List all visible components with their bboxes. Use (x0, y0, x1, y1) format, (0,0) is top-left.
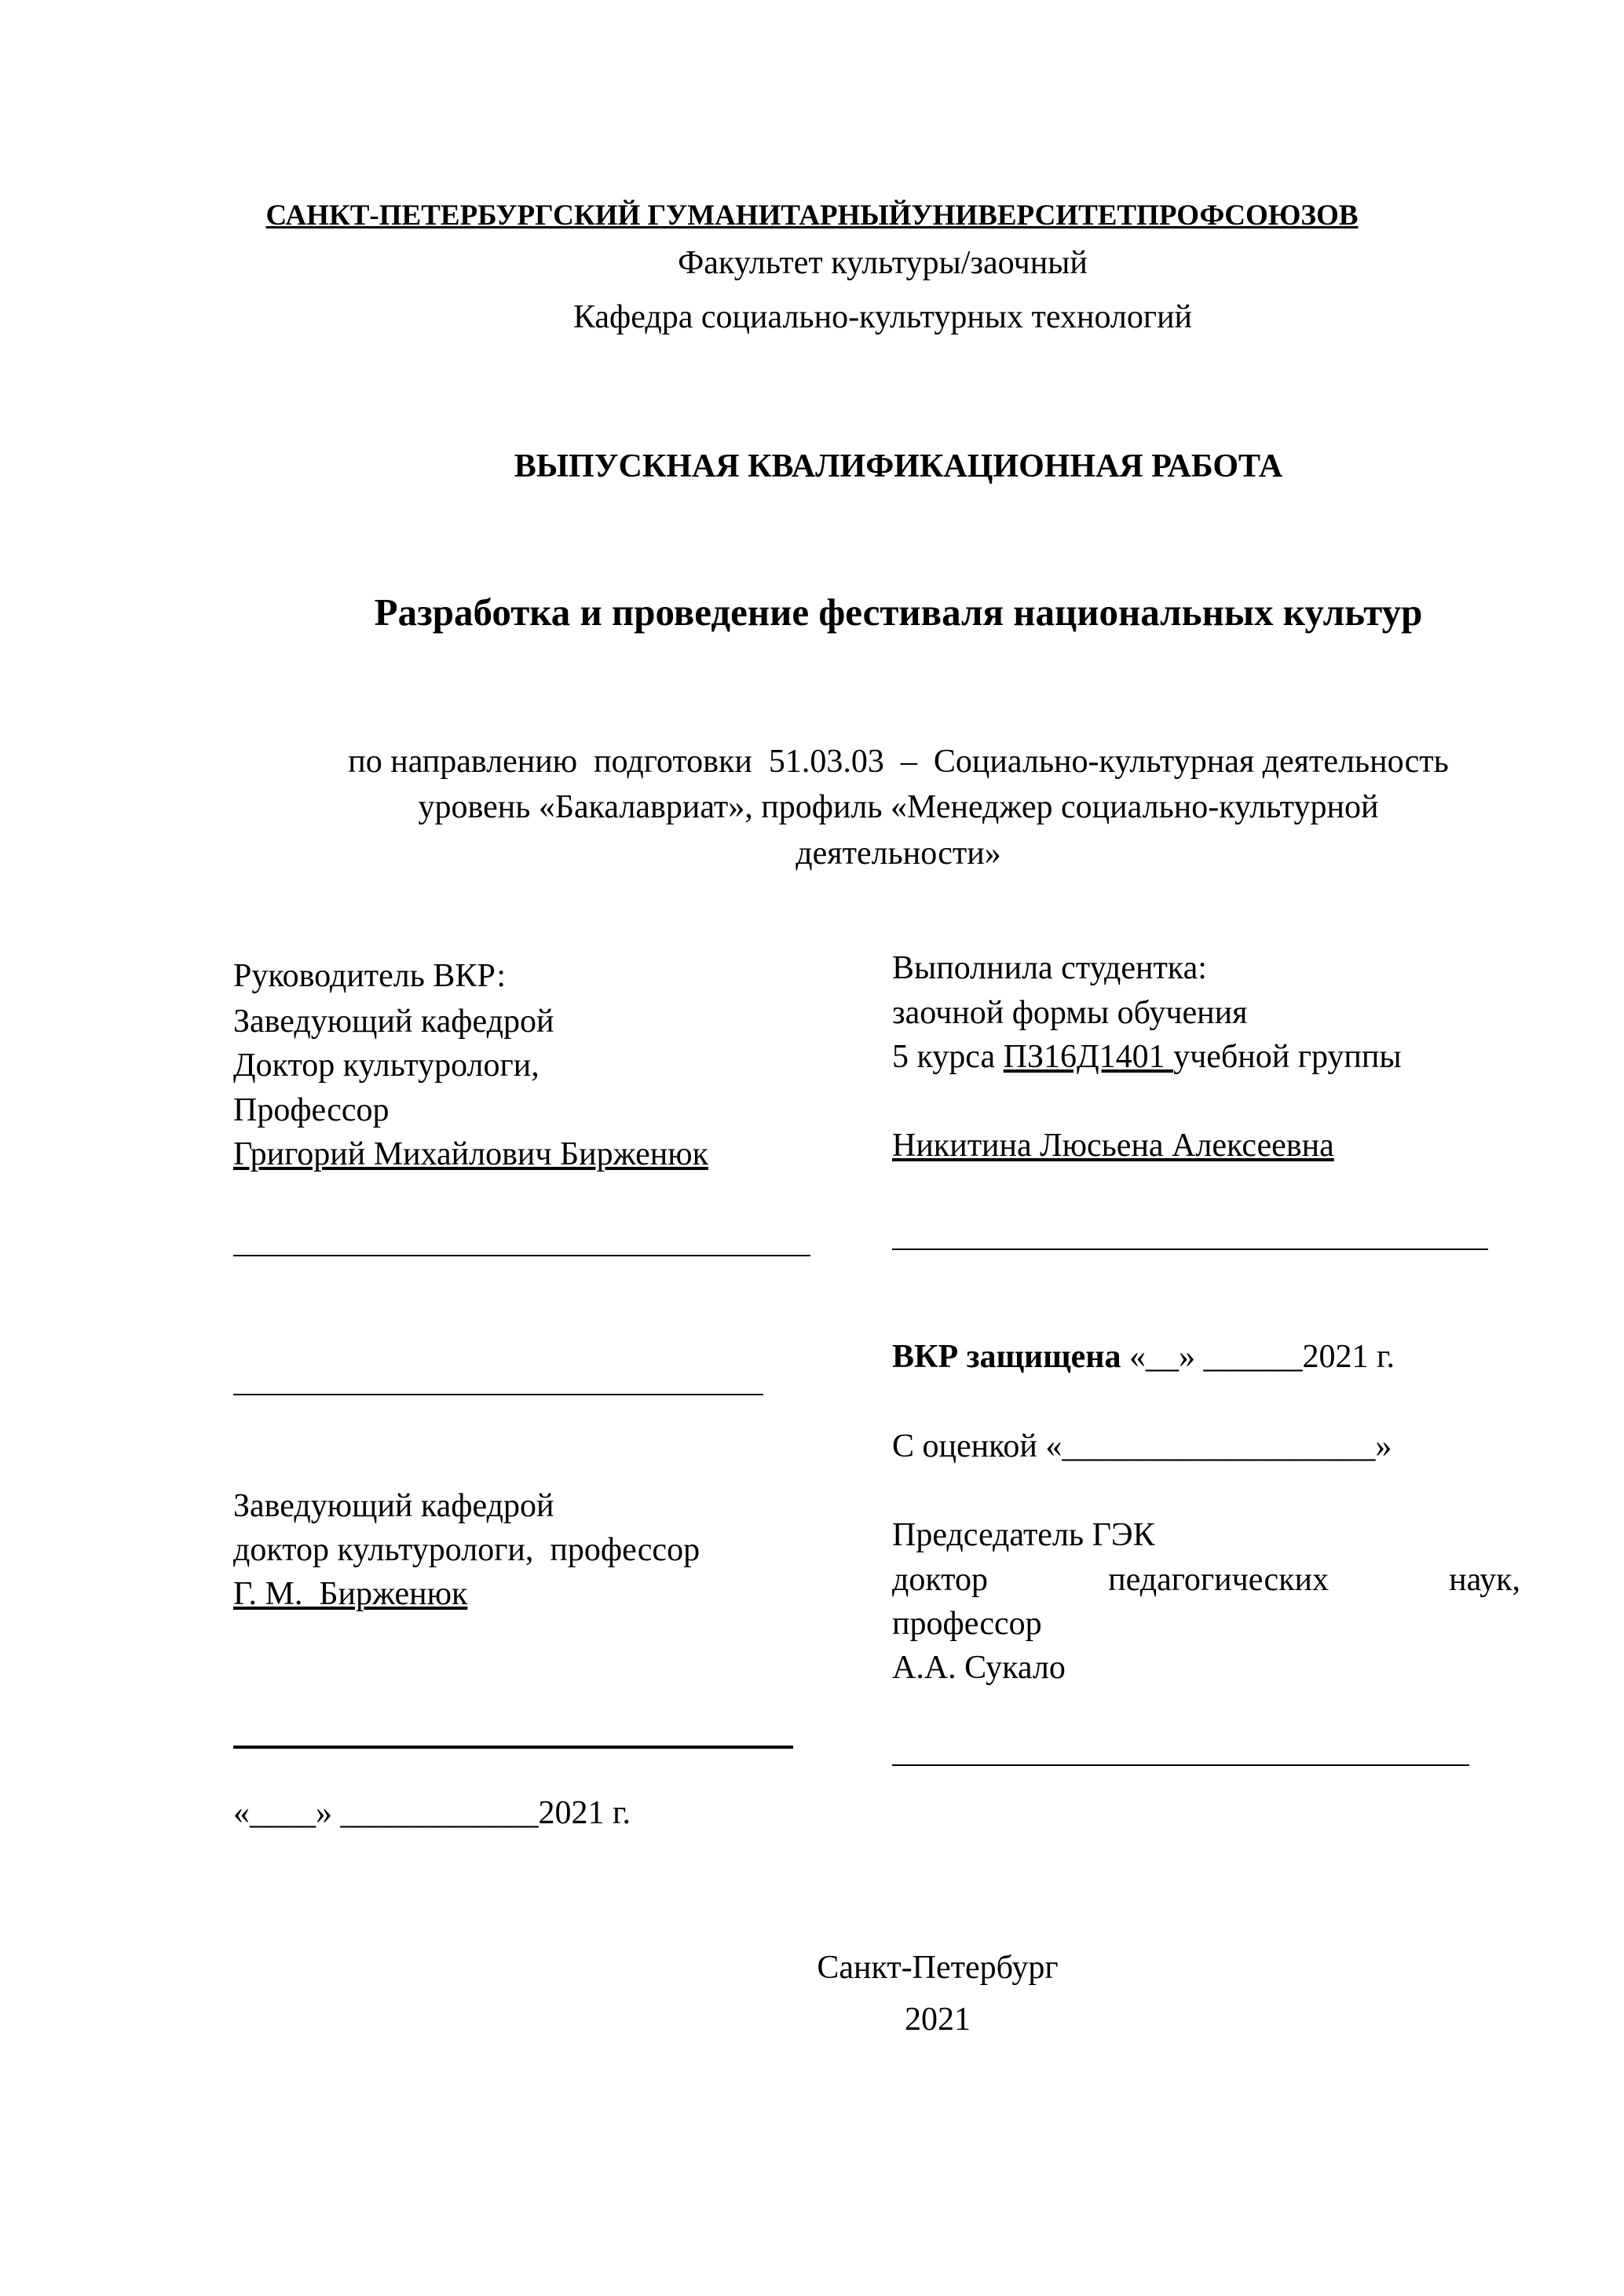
group-number: ПЗ16Д1401 (1003, 1039, 1174, 1075)
direction-line-1: по направлению подготовки 51.03.03 – Социально-культурная деятельность (348, 744, 1449, 780)
footer-city: Санкт-Петербург (817, 1950, 1059, 1986)
course-suffix: учебной группы (1173, 1039, 1402, 1075)
supervisor-label: Руководитель ВКР: (233, 958, 507, 994)
head-name: Г. М. Бирженюк (233, 1576, 468, 1612)
defense-status (892, 1340, 1395, 1373)
chair-degree (892, 1563, 1520, 1596)
supervisor-position: Заведующий кафедрой (233, 1004, 554, 1040)
supervisor-title: Профессор (233, 1092, 390, 1128)
chair-degree-word: доктор (892, 1562, 989, 1598)
head-date: «____» ____________2021 г. (233, 1795, 631, 1831)
thesis-topic: Разработка и проведение фестиваля национальных культур (374, 590, 1423, 634)
supervisor-name: Григорий Михайлович Бирженюк (233, 1136, 708, 1172)
student-course (892, 1040, 1402, 1073)
chair-signature-line (892, 1764, 1469, 1766)
chair-title: профессор (892, 1606, 1042, 1642)
grade-field: С оценкой «___________________» (892, 1428, 1392, 1464)
head-degree: доктор культурологи, профессор (233, 1532, 700, 1568)
direction-line-2: уровень «Бакалавриат», профиль «Менеджер социально-культурной (418, 789, 1379, 825)
direction-line-3: деятельности» (796, 835, 1001, 872)
defense-date: «__» ______2021 г. (1121, 1339, 1395, 1375)
footer-year: 2021 (905, 2002, 971, 2038)
faculty: Факультет культуры/заочный (678, 245, 1088, 281)
department: Кафедра социально-культурных технологий (572, 299, 1193, 335)
chair-name: А.А. Сукало (892, 1650, 1066, 1686)
defense-label: ВКР защищена (892, 1339, 1121, 1375)
work-type-heading: ВЫПУСКНАЯ КВАЛИФИКАЦИОННАЯ РАБОТА (514, 448, 1283, 484)
chair-degree-word: педагогических (1108, 1562, 1329, 1598)
head-position: Заведующий кафедрой (233, 1488, 554, 1524)
supervisor-signature-line (233, 1255, 810, 1256)
chair-degree-word: наук, (1449, 1562, 1520, 1598)
student-label: Выполнила студентка: (892, 950, 1207, 986)
head-signature-line (233, 1746, 793, 1749)
student-name: Никитина Люсьена Алексеевна (892, 1128, 1334, 1164)
signature-line (233, 1394, 763, 1395)
supervisor-degree: Доктор культурологи, (233, 1047, 540, 1084)
student-form: заочной формы обучения (892, 995, 1248, 1031)
student-signature-line (892, 1249, 1488, 1250)
university-name: САНКТ-ПЕТЕРБУРГСКИЙ ГУМАНИТАРНЫЙУНИВЕРСИТЕТПРОФСОЮЗОВ (265, 199, 1359, 232)
chair-label: Председатель ГЭК (892, 1517, 1155, 1553)
course-prefix: 5 курса (892, 1039, 1004, 1075)
